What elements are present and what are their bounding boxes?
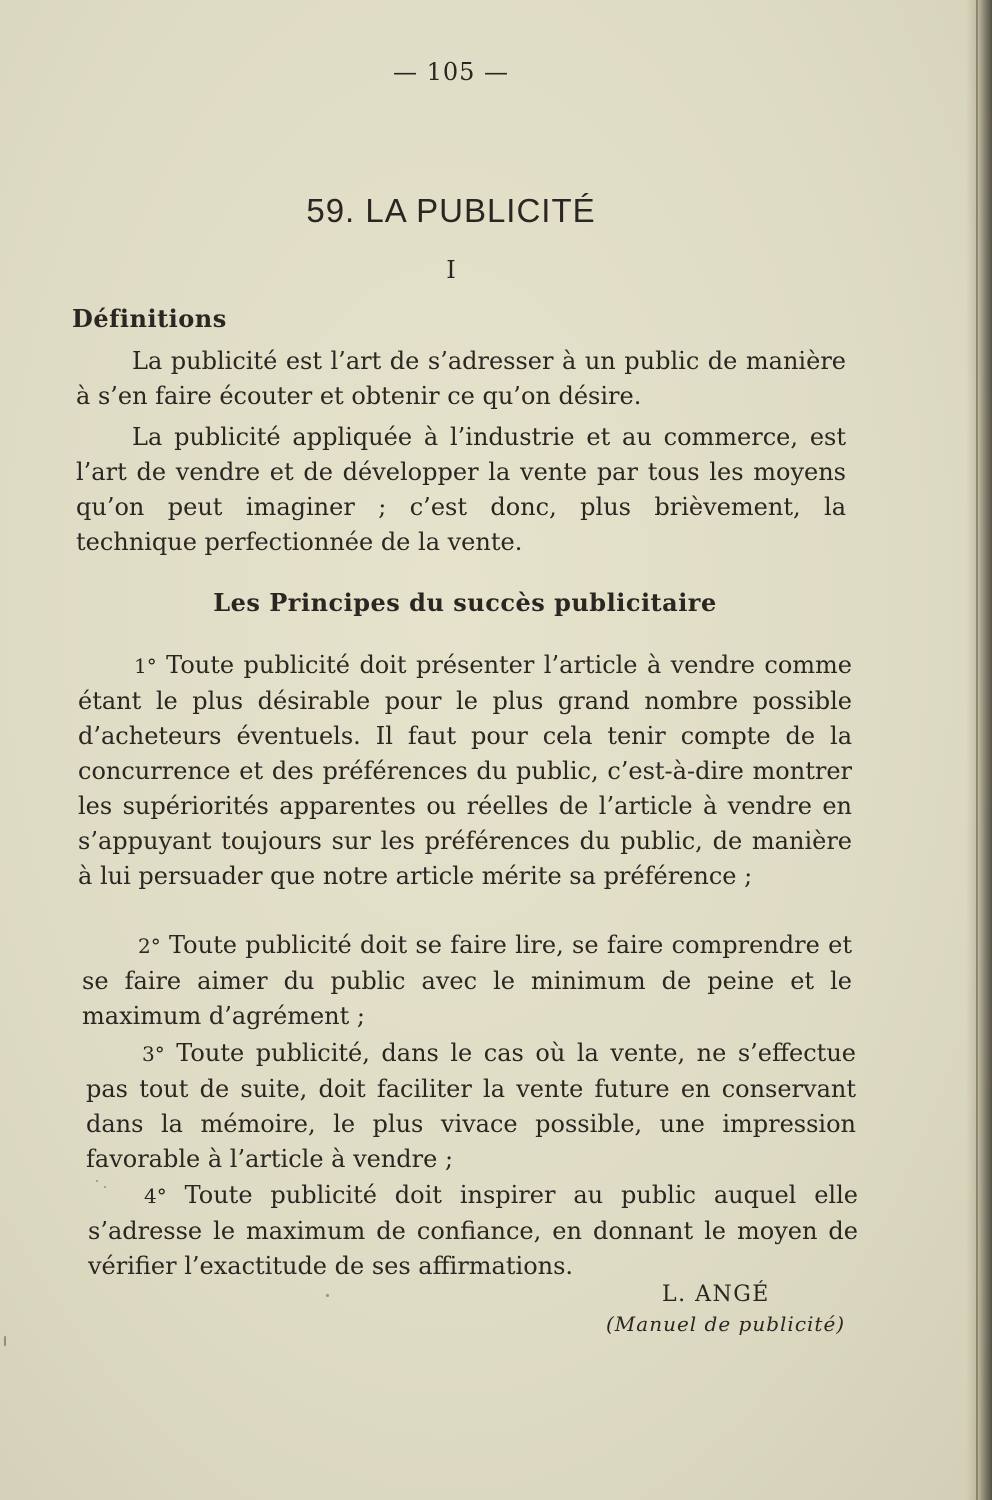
source-citation: (Manuel de publicité): [606, 1312, 846, 1336]
chapter-title: 59. LA PUBLICITÉ: [306, 192, 596, 229]
principle-text: Toute publicité doit se faire lire, se faire comprendre et se faire aimer du public avec le minimum de peine et le maximum d’agrément ;: [82, 931, 852, 1030]
principle-ordinal: 3°: [142, 1042, 165, 1066]
principle-item-2: [82, 928, 852, 1034]
definitions-heading: Définitions: [72, 304, 227, 333]
principles-heading: Les Principes du succès publicitaire: [213, 588, 717, 617]
definition-paragraph-1: La publicité est l’art de s’adresser à un public de manière à s’en faire écouter et obtenir ce qu’on désire.: [76, 347, 846, 410]
paper-speck: [326, 1294, 329, 1297]
principle-text: Toute publicité doit inspirer au public auquel elle s’adresse le maximum de confiance, en donnant le moyen de vérifier l’exactitude de ses affirmations.: [88, 1181, 858, 1280]
principle-ordinal: 1°: [134, 654, 157, 678]
page-edge-shadow: [966, 0, 992, 1500]
principle-item-1: [78, 648, 852, 894]
page-number: — 105 —: [392, 58, 510, 86]
author-name: L. ANGÉ: [662, 1282, 770, 1307]
page-binding-line: [976, 0, 978, 1500]
principle-item-3: [86, 1036, 856, 1177]
principle-ordinal: 2°: [138, 934, 161, 958]
principle-ordinal: 4°: [144, 1184, 167, 1208]
principle-text: Toute publicité doit présenter l’article à vendre comme étant le plus désirable pour le plus grand nombre possible d’acheteurs éventuels. Il faut pour cela tenir compte de la concurrence et des préférences du public, c’est-à-dire montrer les supériorités apparentes ou réelles de l’article à vendre en s’appuyant toujours sur les préférences du public, de manière à lui persuader que notre article mérite sa préférence ;: [78, 651, 852, 890]
principle-text: Toute publicité, dans le cas où la vente, ne s’effectue pas tout de suite, doit faciliter la vente future en conservant dans la mémoire, le plus vivace possible, une impression favorable à l’article à vendre ;: [86, 1039, 856, 1173]
definition-paragraph-2: La publicité appliquée à l’industrie et au commerce, est l’art de vendre et de développer la vente par tous les moyens qu’on peut imaginer ; c’est donc, plus brièvement, la technique perfectionnée de la vente.: [76, 423, 846, 556]
paper-speck: [96, 1180, 98, 1182]
principle-item-4: [88, 1178, 858, 1284]
part-number: I: [446, 256, 456, 284]
paper-speck: [104, 1186, 106, 1188]
paper-speck: [4, 1336, 6, 1346]
